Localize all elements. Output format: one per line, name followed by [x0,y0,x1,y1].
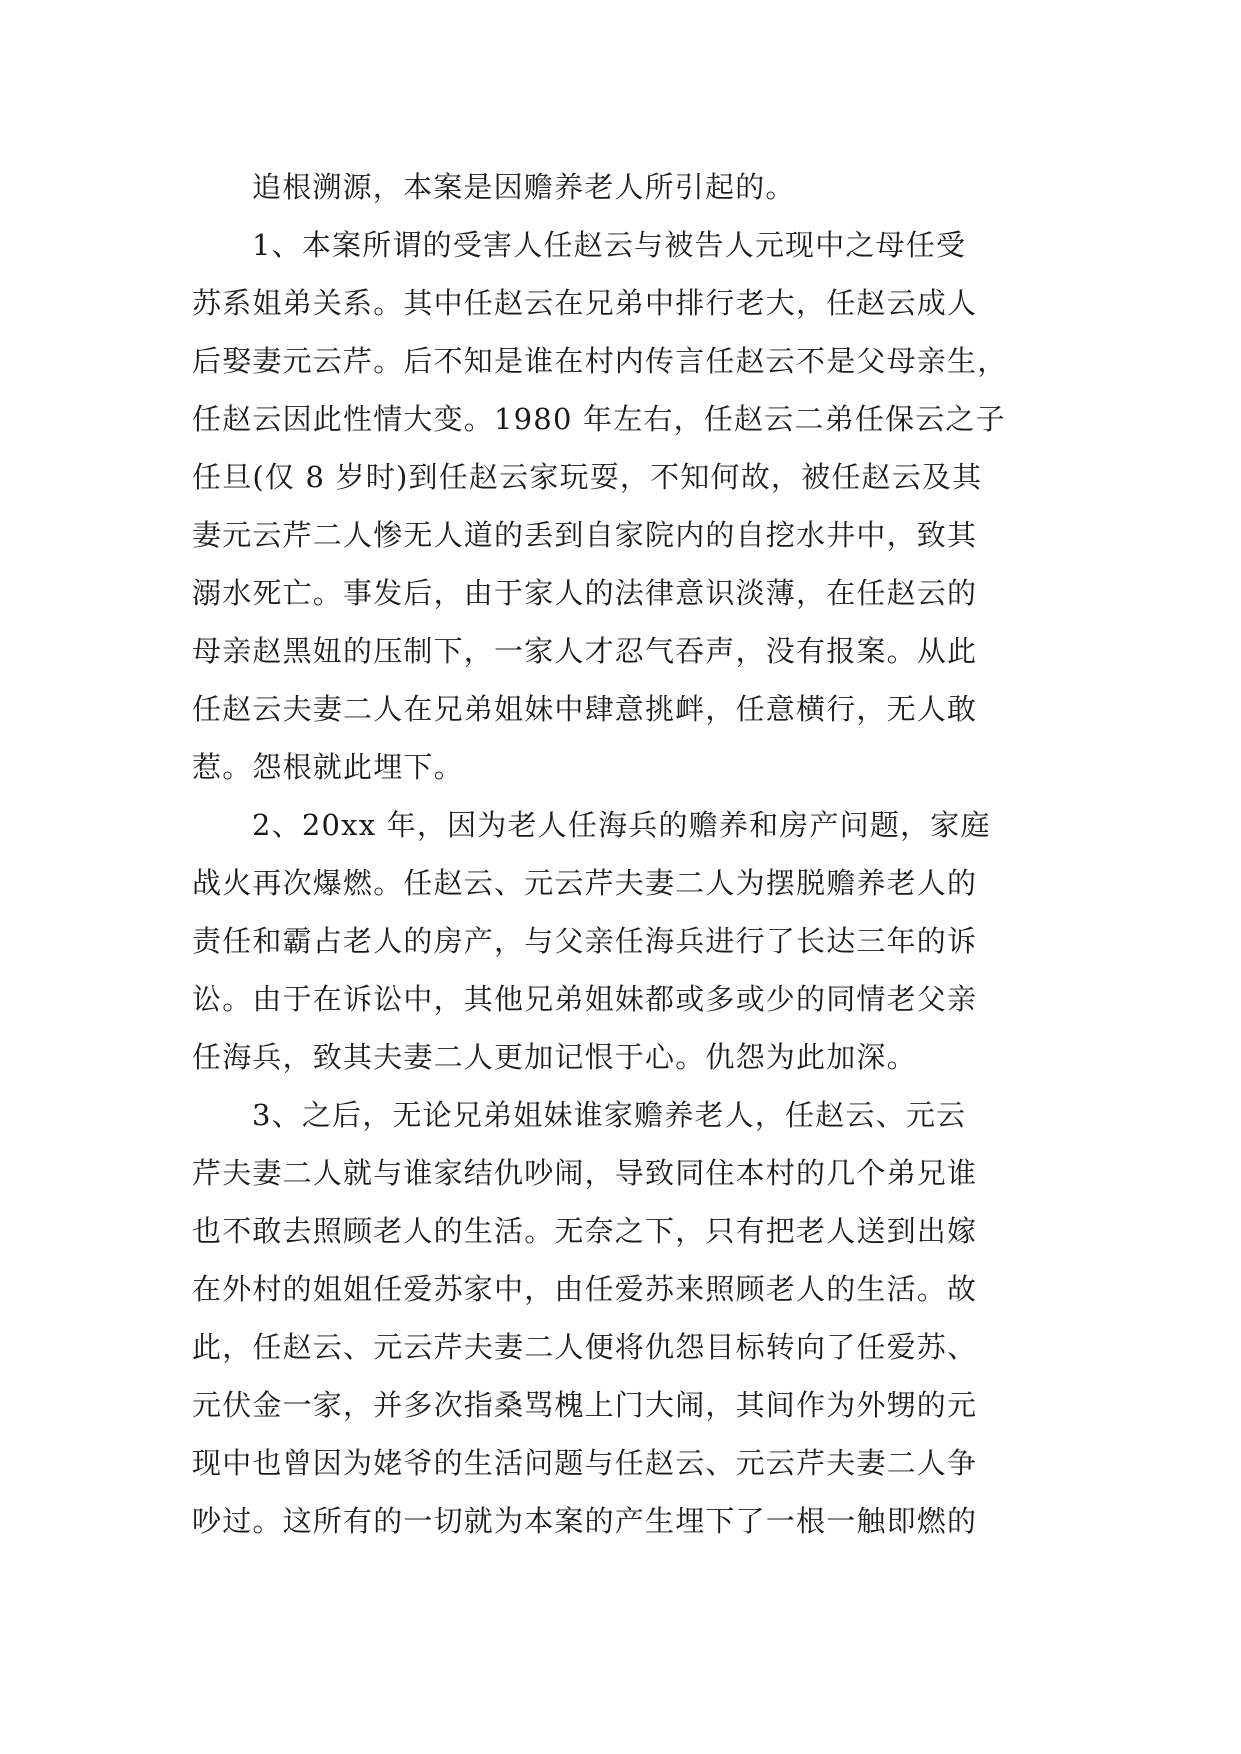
text-line: 妻元云芹二人惨无人道的丢到自家院内的自挖水井中，致其 [192,518,978,552]
text-line: 任旦(仅 8 岁时)到任赵云家玩耍，不知何故，被任赵云及其 [192,460,983,494]
text-line: 也不敢去照顾老人的生活。无奈之下，只有把老人送到出嫁 [192,1214,978,1248]
text-line: 溺水死亡。事发后，由于家人的法律意识淡薄，在任赵云的 [192,576,978,610]
text-line: 后娶妻元云芹。后不知是谁在村内传言任赵云不是父母亲生， [192,344,1008,378]
text-line: 2、20xx 年，因为老人任海兵的赡养和房产问题，家庭 [252,808,991,842]
text-line: 战火再次爆燃。任赵云、元云芹夫妻二人为摆脱赡养老人的 [192,866,978,900]
text-line: 3、之后，无论兄弟姐妹谁家赡养老人，任赵云、元云 [252,1098,967,1132]
text-line: 惹。怨根就此埋下。 [192,750,464,784]
text-line: 任海兵，致其夫妻二人更加记恨于心。仇怨为此加深。 [192,1040,917,1074]
text-line: 讼。由于在诉讼中，其他兄弟姐妹都或多或少的同情老父亲 [192,982,978,1016]
text-line: 在外村的姐姐任爱苏家中，由任爱苏来照顾老人的生活。故 [192,1272,978,1306]
text-line: 任赵云夫妻二人在兄弟姐妹中肆意挑衅，任意横行，无人敢 [192,692,978,726]
text-line: 芹夫妻二人就与谁家结仇吵闹，导致同住本村的几个弟兄谁 [192,1156,978,1190]
text-line: 母亲赵黑妞的压制下，一家人才忍气吞声，没有报案。从此 [192,634,978,668]
text-line: 责任和霸占老人的房产，与父亲任海兵进行了长达三年的诉 [192,924,978,958]
text-line: 苏系姐弟关系。其中任赵云在兄弟中排行老大，任赵云成人 [192,286,978,320]
text-line: 元伏金一家，并多次指桑骂槐上门大闹，其间作为外甥的元 [192,1388,978,1422]
text-line: 现中也曾因为姥爷的生活问题与任赵云、元云芹夫妻二人争 [192,1446,978,1480]
text-line: 追根溯源，本案是因赡养老人所引起的。 [252,170,796,204]
text-line: 此，任赵云、元云芹夫妻二人便将仇怨目标转向了任爱苏、 [192,1330,978,1364]
text-line: 1、本案所谓的受害人任赵云与被告人元现中之母任受 [252,228,967,262]
document-body [192,158,1062,1550]
text-line: 吵过。这所有的一切就为本案的产生埋下了一根一触即燃的 [192,1504,978,1538]
text-line: 任赵云因此性情大变。1980 年左右，任赵云二弟任保云之子 [192,402,1006,436]
